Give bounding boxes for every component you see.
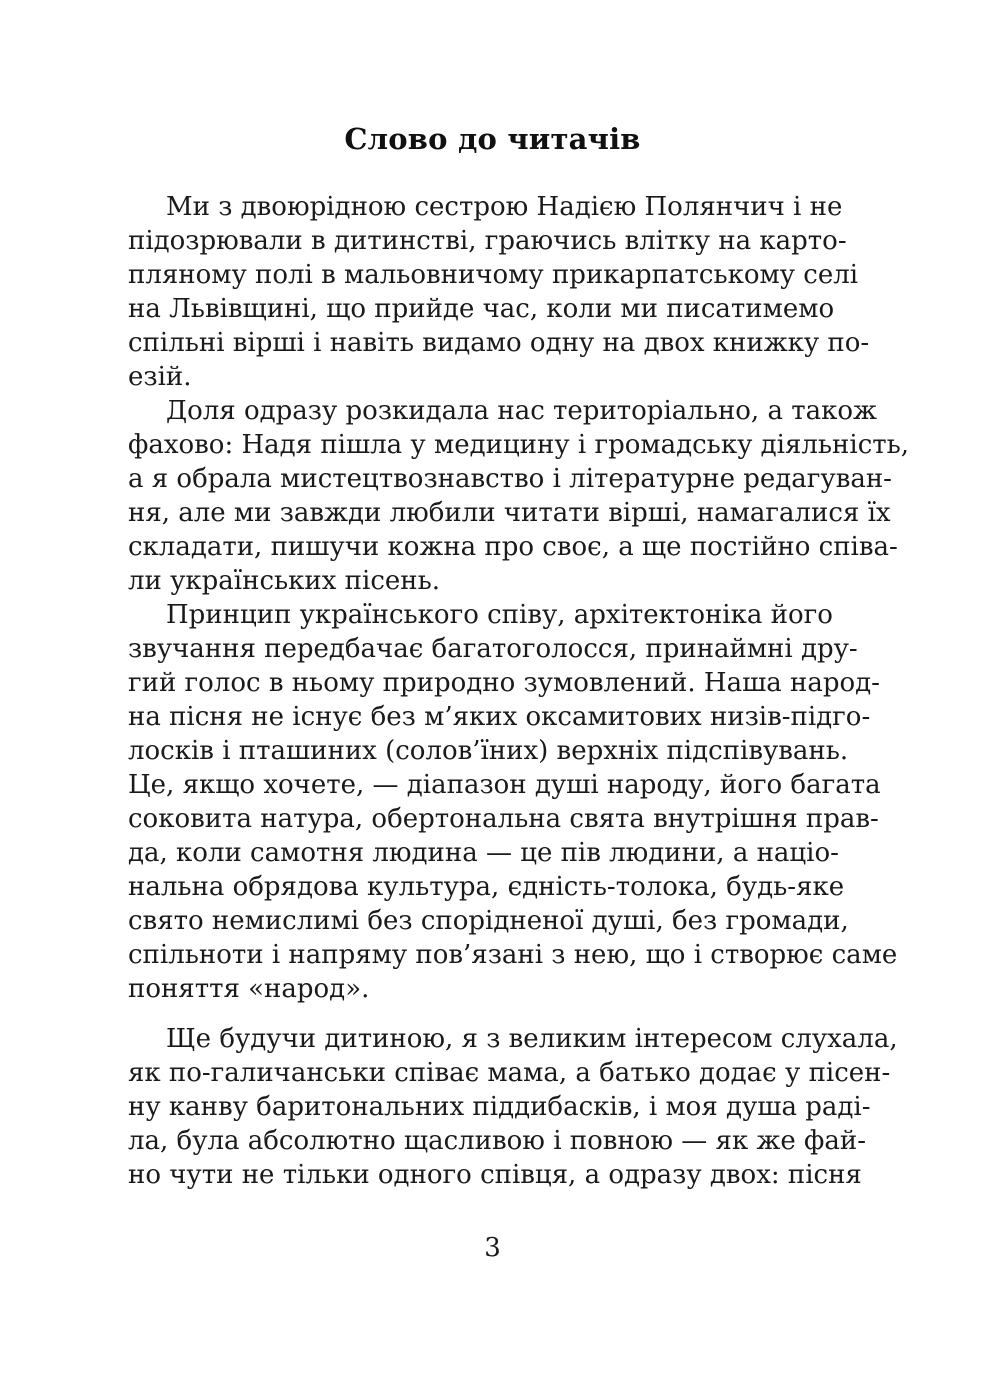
- text-line: соковита натура, обертональна свята внутрішня прав-: [128, 804, 879, 834]
- text-line: свято немислимі без спорідненої душі, без громади,: [128, 906, 849, 936]
- body-text-block-2: [128, 1022, 898, 1192]
- text-line: езій.: [128, 362, 192, 392]
- text-line: гий голос в ньому природно зумовлений. Наша народ-: [128, 668, 880, 698]
- text-line: фахово: Надя пішла у медицину і громадську діяльність,: [128, 430, 910, 460]
- text-line: спільноти і напряму пов’язані з нею, що і створює саме: [128, 940, 898, 970]
- text-line: лосків і пташиних (солов’їних) верхніх підспівувань.: [128, 736, 849, 766]
- text-line: Принцип українського співу, архітектоніка його: [166, 600, 833, 630]
- text-line: но чути не тільки одного співця, а одразу двох: пісня: [128, 1160, 862, 1190]
- text-line: Це, якщо хочете, — діапазон душі народу, його багата: [128, 770, 881, 800]
- text-line: ла, була абсолютно щасливою і повною — як же фай-: [128, 1126, 867, 1156]
- text-line: звучання передбачає багатоголосся, принаймні дру-: [128, 634, 858, 664]
- text-line: спільні вірші і навіть видамо одну на двох книжку по-: [128, 328, 870, 358]
- text-line: да, коли самотня людина — це пів людини, а націо-: [128, 838, 839, 868]
- text-line: пляному полі в мальовничому прикарпатському селі: [128, 260, 859, 290]
- text-line: ли українських пісень.: [128, 566, 441, 596]
- text-line: на пісня не існує без м’яких оксамитових низів-підго-: [128, 702, 871, 732]
- text-line: на Львівщині, що прийде час, коли ми писатимемо: [128, 294, 835, 324]
- text-line: Доля одразу розкидала нас територіально, а також: [166, 396, 877, 426]
- text-line: нальна обрядова культура, єдність-толока, будь-яке: [128, 872, 845, 902]
- text-line: ну канву баритональних піддибасків, і моя душа раді-: [128, 1092, 871, 1122]
- text-line: підозрювали в дитинстві, граючись влітку на карто-: [128, 226, 847, 256]
- text-line: а я обрала мистецтвознавство і літературне редагуван-: [128, 464, 892, 494]
- page-title: Слово до читачів: [344, 122, 641, 156]
- text-line: Ще будучи дитиною, я з великим інтересом слухала,: [166, 1024, 898, 1054]
- text-line: Ми з двоюрідною сестрою Надією Полянчич і не: [166, 192, 843, 222]
- text-line: поняття «народ».: [128, 974, 370, 1004]
- text-line: ня, але ми завжди любили читати вірші, намагалися їх: [128, 498, 891, 528]
- text-line: складати, пишучи кожна про своє, а ще постійно співа-: [128, 532, 898, 562]
- text-line: як по-галичанськи співає мама, а батько додає у пісен-: [128, 1058, 891, 1088]
- body-text-block-1: [128, 190, 910, 1006]
- page-number: 3: [484, 1233, 501, 1263]
